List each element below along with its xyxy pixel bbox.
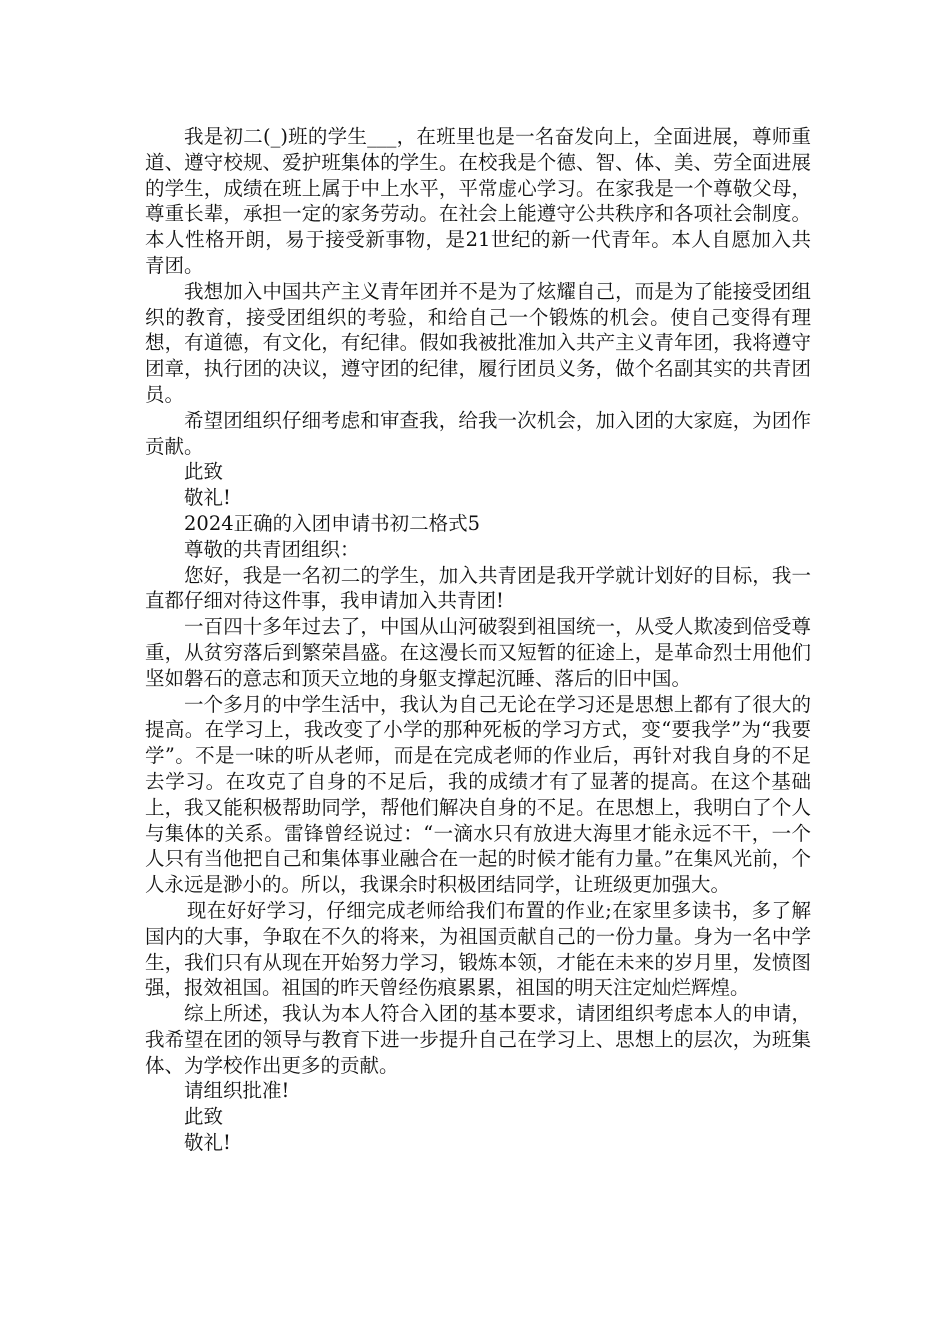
paragraph-opening: 您好，我是一名初二的学生，加入共青团是我开学就计划好的目标，我一直都仔细对待这件事，我申请加入共青团! [145,563,811,613]
paragraph-study-plan: 现在好好学习，仔细完成老师给我们布置的作业;在家里多读书，多了解国内的大事，争取在不久的将来，为祖国贡献自己的一份力量。身为一名中学生，我们只有从现在开始努力学习，锻炼本领，才能在未来的岁月里，发愤图强，报效祖国。祖国的昨天曾经伤痕累累，祖国的明天注定灿烂辉煌。 [145,898,811,1000]
closing-salutation-2: 此致 [184,1105,224,1129]
paragraph-self-intro: 我是初二(_)班的学生___，在班里也是一名奋发向上，全面进展，尊师重道、遵守校规、爱护班集体的学生。在校我是个德、智、体、美、劳全面进展的学生，成绩在班上属于中上水平，平常虚心学习。在家我是一个尊敬父母，尊重长辈，承担一定的家务劳动。在社会上能遵守公共秩序和各项社会制度。本人性格开朗，易于接受新事物，是21世纪的新一代青年。本人自愿加入共青团。 [145,125,811,277]
paragraph-motivation: 我想加入中国共产主义青年团并不是为了炫耀自己，而是为了能接受团组织的教育，接受团组织的考验，和给自己一个锻炼的机会。使自己变得有理想，有道德，有文化，有纪律。假如我被批准加入共产主义青年团，我将遵守团章，执行团的决议，遵守团的纪律，履行团员义务，做个名副其实的共青团员。 [145,279,811,406]
closing-salutation: 此致 [184,460,224,484]
paragraph-school-life: 一个多月的中学生活中，我认为自己无论在学习还是思想上都有了很大的提高。在学习上，我改变了小学的那种死板的学习方式，变“要我学”为“我要学”。不是一味的听从老师，而是在完成老师的作业后，再针对我自身的不足去学习。在攻克了自身的不足后，我的成绩才有了显著的提高。在这个基础上，我又能积极帮助同学，帮他们解决自身的不足。在思想上，我明白了个人与集体的关系。雷锋曾经说过：“一滴水只有放进大海里才能永远不干，一个人只有当他把自己和集体事业融合在一起的时候才能有力量。”在集风光前，个人永远是渺小的。所以，我课余时积极团结同学，让班级更加强大。 [145,692,811,897]
closing-regards-2: 敬礼! [184,1131,231,1155]
closing-request: 请组织批准! [184,1079,290,1103]
section-title: 2024正确的入团申请书初二格式5 [184,511,481,535]
closing-regards: 敬礼! [184,486,231,510]
letter-greeting: 尊敬的共青团组织： [184,537,360,561]
paragraph-hope: 希望团组织仔细考虑和审查我，给我一次机会，加入团的大家庭，为团作贡献。 [145,408,811,458]
paragraph-summary: 综上所述，我认为本人符合入团的基本要求，请团组织考虑本人的申请，我希望在团的领导与教育下进一步提升自己在学习上、思想上的层次，为班集体、为学校作出更多的贡献。 [145,1002,811,1077]
paragraph-history: 一百四十多年过去了，中国从山河破裂到祖国统一，从受人欺凌到倍受尊重，从贫穷落后到繁荣昌盛。在这漫长而又短暂的征途上，是革命烈士用他们坚如磐石的意志和顶天立地的身躯支撑起沉睡、落后的旧中国。 [145,615,811,690]
document-body [145,124,811,1156]
